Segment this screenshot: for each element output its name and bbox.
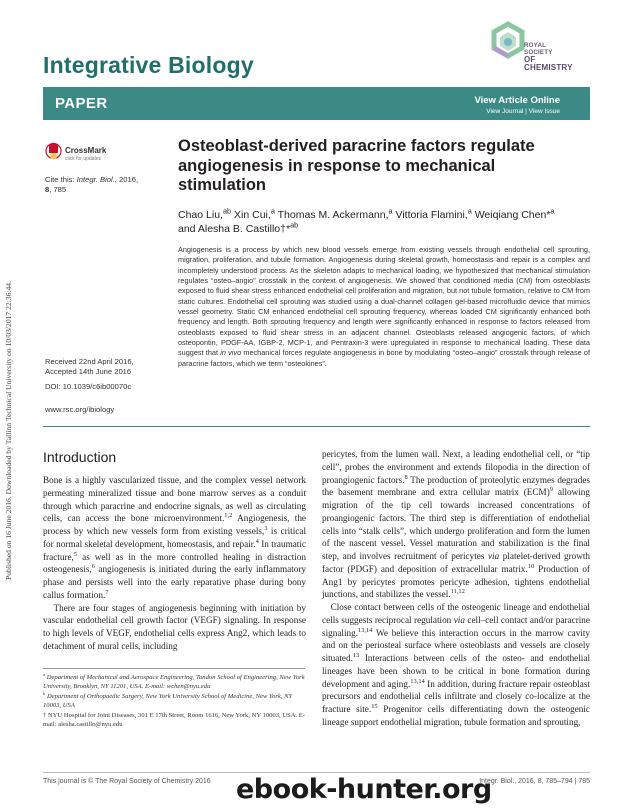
doi[interactable]: DOI: 10.1039/c6ib00070c <box>45 382 132 391</box>
article-title: Osteoblast-derived paracrine factors regulate angiogenesis in response to mechanical stimulation <box>178 137 535 194</box>
footer-citation: Integr. Biol., 2016, 8, 785–794 | 785 <box>479 778 590 785</box>
cite-volume: 8 <box>45 185 50 194</box>
abstract-text-2: mechanical forces regulate angiogenesis in bone by modulating “osteo–angio” crosstalk through release of paracrine factors, which we term “osteokines”. <box>178 348 590 368</box>
section-divider <box>43 426 590 427</box>
rsc-logo-icon <box>488 20 528 78</box>
cite-journal: Integr. Biol., <box>76 175 117 184</box>
article-type-label: PAPER <box>55 95 108 112</box>
crossmark-sublabel: click for updates <box>65 156 102 162</box>
footnote-dagger: † NYU Hospital for Joint Diseases, 301 E 17th Street, Room 1616, New York, NY 10003, USA. E-mail: alesha.castillo@nyu.edu <box>43 711 306 729</box>
abstract-text-1: Angiogenesis is a process by which new blood vessels emerge from existing vessels through endothelial cell sprouting, migration, proliferation, and tubule formation. Angiogenesis during skeletal growth, homeostasis and repair is a complex and incompletely understood process. As the skeleton adapts to mechanical loading, we hypothesized that mechanical stimulation regulates “osteo–angio” crosstalk in the context of angiogenesis. We showed that conditioned media (CM) from osteoblasts exposed to fluid shear stress enhanced endothelial cell proliferation and migration, but not tubule formation, relative to CM from static cultures. Endothelial cell sprouting was studied using a dual-channel collagen gel-based microfluidic device that mimics vessel geometry. Static CM enhanced endothelial cell sprouting frequency, whereas loaded CM significantly enhanced both frequency and length. Both sprouting frequency and length were significantly enhanced in response to factors released from osteoblasts exposed to fluid shear stress in an adjacent channel. Osteoblasts released angiogenic factors, of which osteopontin, PDGF-AA, IGBP-2, MCP-1, and Pentraxin-3 were upregulated in response to mechanical loading. These data suggest that <box>178 245 590 358</box>
accepted-date: Accepted 14th June 2016 <box>45 367 132 376</box>
authors-line-2: and Alesha B. Castillo†*$^{ab}$ <box>178 220 299 235</box>
footnote-a: $^a$ Department of Mechanical and Aerospace Engineering, Tandon School of Engineering, New York University, Brooklyn, NY 11201, USA. E-mail: wchen@nyu.edu <box>43 671 305 691</box>
paper-banner <box>43 87 590 120</box>
cite-label: Cite this: <box>45 175 75 184</box>
publisher-name-line2: OF CHEMISTRY <box>524 55 573 72</box>
footer-rule <box>43 772 590 773</box>
crossmark-label: CrossMark <box>65 146 107 155</box>
paragraph: There are four stages of angiogenesis beginning with initiation by vascular endothelial cell growth factor (VEGF) signaling. In response to high levels of VEGF, endothelial cells express Ang2, which leads to detachment of mural cells, including <box>43 602 306 651</box>
crossmark-icon <box>45 142 62 162</box>
watermark-text: ebook-hunter.org <box>236 774 492 805</box>
publication-side-note: Published on 16 June 2016. Downloaded by Tallinn Technical University on 10/03/2017 22:36:44. <box>4 280 13 580</box>
received-date: Received 22nd April 2016, <box>45 357 134 366</box>
cite-pages: , 785 <box>49 185 67 194</box>
body-column-left <box>43 474 306 653</box>
citation-info <box>45 175 170 195</box>
footer-copyright: This journal is © The Royal Society of Chemistry 2016 <box>43 778 211 785</box>
paragraph: Close contact between cells of the osteogenic lineage and endothelial cells suggests reciprocal regulation via cell–cell contact and/or paracrine signaling.$^{13,14}$ We believe this interaction occurs in the marrow cavity and on the periosteal surface where osteoblasts and vessels are closely situated.$^{13}$ Interactions between cells of the osteo- and endothelial lineages have been shown to be critical in bone formation during development and aging.$^{13,14}$ In addition, during fracture repair osteoblast precursors and endothelial cells infiltrate and closely co-localize at the fracture site.$^{15}$ Progenitor cells differentiating down the osteogenic lineage support endothelial migration, tubule formation and sprouting, <box>322 602 590 727</box>
view-journal-issue-links[interactable]: View Journal | View Issue <box>486 108 560 115</box>
paragraph: pericytes, from the lumen wall. Next, a leading endothelial cell, or “tip cell”, probes the environment and extends filopodia in the direction of proangiogenic factors.$^8$ The production of proteolytic enzymes degrades the basement membrane and extra cellular matrix (ECM)$^9$ allowing migration of the tip cell towards increased concentrations of proangiogenic factors. The third step is differentiation of endothelial cells into “stalk cells”, which undergo proliferation and form the lumen of the nascent vessel. Vessel maturation and stabilization is the final step, and involves recruitment of pericytes via platelet-derived growth factor (PDGF) and deposition of extracellular matrix.$^{10}$ Production of Ang1 by pericytes promotes pericyte adhesion, tightens endothelial junctions, and stabilizes the vessel.$^{11,12}$ <box>322 449 590 600</box>
crossmark-badge[interactable] <box>45 142 115 166</box>
article-dates <box>45 357 165 377</box>
journal-title[interactable]: Integrative Biology <box>43 52 254 78</box>
publisher-logo[interactable] <box>488 20 572 82</box>
footnote-b: $^b$ Department of Orthopaedic Surgery, New York University School of Medicine, New York, NY 10003, USA <box>43 690 293 710</box>
authors-line-1: Chao Liu,$^{ab}$ Xin Cui,$^a$ Thomas M. Ackermann,$^a$ Vittoria Flamini,$^a$ Weiqiang Chen*$^a$ <box>178 206 555 221</box>
publisher-name <box>524 42 574 71</box>
author-list <box>178 208 588 236</box>
journal-url[interactable]: www.rsc.org/ibiology <box>45 405 115 414</box>
view-online-links <box>474 95 560 115</box>
cite-year: 2016, <box>119 175 139 184</box>
footnote-rule <box>43 668 305 669</box>
publisher-name-line1: ROYAL SOCIETY <box>524 42 553 57</box>
view-article-online-link[interactable]: View Article Online <box>474 95 560 106</box>
footnotes <box>43 673 306 729</box>
paragraph: Bone is a highly vascularized tissue, and the complex vessel network permeating mineralized tissue and bone marrow serves as a conduit through which paracrine and endocrine signals, as well as circulating cells, can access the bone microenvironment.$^{1,2}$ Angiogenesis, the process by which new vessels form from existing vessels,$^3$ is critical for normal skeletal development, homeostasis, and repair.$^4$ In traumatic fracture,$^5$ as well as in the more controlled healing in distraction osteogenesis,$^6$ angiogenesis is initiated during the early inflammatory phase and persists well into the early reparative phase during bony callus formation.$^7$ <box>43 475 307 600</box>
abstract-italic: in vivo <box>220 348 242 358</box>
abstract <box>178 245 590 369</box>
introduction-heading: Introduction <box>43 449 117 465</box>
body-column-right <box>322 448 590 729</box>
